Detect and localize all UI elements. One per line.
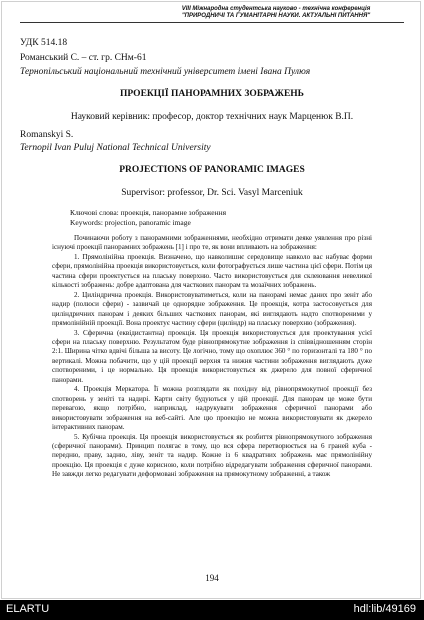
paragraph-intro: Починаючи роботу з панорамними зображеннями, необхідно отримати деяке уявлення про різні існуючі проекції панорамних зображень [1] і про те, як вони впливають на зображення: xyxy=(52,234,372,252)
conference-header-line2: "ПРИРОДНИЧІ ТА ГУМАНІТАРНІ НАУКИ. АКТУАЛЬНІ ПИТАННЯ" xyxy=(181,13,371,19)
institution-en: Ternopil Ivan Puluj National Technical University xyxy=(20,143,211,153)
paragraph-spherical: 3. Сферична (еквідистантна) проекція. Ця проекція використовується для проектування усієї сфери на плаську поверхню. Результатом буде рівнопрямокутне зображення із співвідношенням сторін 2:1. Ширина чітко вдвічі більша за висоту. Це логічно, тому що охоплює 360 ° по горизонталі та 180 ° по вертикалі. Можна побачити, що у цій проекції верхня та нижня частини зображення виглядають дуже спотвореними, і це нормально. Ця проекція використовується як джерело для повної сферичної панорами. xyxy=(52,328,372,384)
author-ua: Романський С. – ст. гр. СНм-61 xyxy=(20,53,147,63)
header-rule xyxy=(20,22,404,23)
supervisor-en: Supervisor: professor, Dr. Sci. Vasyl Marceniuk xyxy=(121,188,303,198)
title-en: PROJECTIONS OF PANORAMIC IMAGES xyxy=(119,165,305,175)
body-text xyxy=(52,234,372,480)
page-number: 194 xyxy=(205,573,219,583)
conference-header xyxy=(160,6,392,20)
paragraph-cylindrical: 2. Циліндрична проекція. Використовуватиметься, коли на панорамі немає даних про зеніт або надир (полюси сфери) - зазвичай це однорядне зображення. Це проекція, котра застосовується для циліндричних панорам і деяких більших часткових панорам, які виглядають надто спотвореними у прямолінійній проекції. Вона проектує частину сфери (циліндр) на плаську поверхню (зображення). xyxy=(52,290,372,328)
institution-ua: Тернопільський національний технічний університет імені Івана Пулюя xyxy=(20,67,311,77)
author-en: Romanskyi S. xyxy=(20,130,74,140)
title-ua: ПРОЕКЦІЇ ПАНОРАМНИХ ЗОБРАЖЕНЬ xyxy=(120,89,304,99)
supervisor-ua: Науковий керівник: професор, доктор технічних наук Марценюк В.П. xyxy=(70,112,354,122)
paragraph-cubic: 5. Кубічна проекція. Ця проекція використовується як розбиття рівнопрямокутного зображення (сферичної панорами). Принцип полягає в тому, що вся сфера перетворюється на 6 граней куба - передню, праву, задню, ліву, зеніт та надир. Кожне із 6 квадратних зображень має прямолінійну проекцію. Ця проекція є дуже корисною, коли потрібно відредагувати зображення сферичної панорами. Не завжди легко редагувати деформовані зображення на прямокутному зображенні, а також xyxy=(52,432,372,479)
keywords-en: Keywords: projection, panoramic image xyxy=(70,218,191,227)
keywords-ua: Ключові слова: проекція, панорамне зображення xyxy=(70,208,227,217)
conference-header-line1: VIII Міжнародна студентська науково - технічна конференція xyxy=(181,6,371,12)
paragraph-mercator: 4. Проекція Меркатора. Її можна розглядати як похідну від рівнопрямокутної проекції без спотворень у зеніті та надирі. Карти світу будуються у цій проекції. Для панорам це може бути перевагою, якщо потрібно, наприклад, надрукувати зображення сферичної панорами або використовувати зображення на веб-сайті. Але цю проекцію не можна використовувати як джерело інтерактивних панорам. xyxy=(52,385,372,432)
footer-repository-label: ELARTU xyxy=(6,603,50,615)
footer-bar xyxy=(0,600,424,620)
paragraph-rectilinear: 1. Прямолінійна проекція. Визначено, що навколишнє середовище навколо вас набуває форми сфери, прямолінійна проекція використовується, коли фотографується лише частина цієї сфери. Потім ця частина сфери проектується на плаську поверхню. Часто використовується для склеювання невеликої кількості зображень: добре адаптована для часткових панорам та мозаїчних зображень. xyxy=(52,252,372,290)
udk-code: УДК 514.18 xyxy=(20,38,68,48)
footer-handle[interactable]: hdl:lib/49169 xyxy=(353,603,416,615)
